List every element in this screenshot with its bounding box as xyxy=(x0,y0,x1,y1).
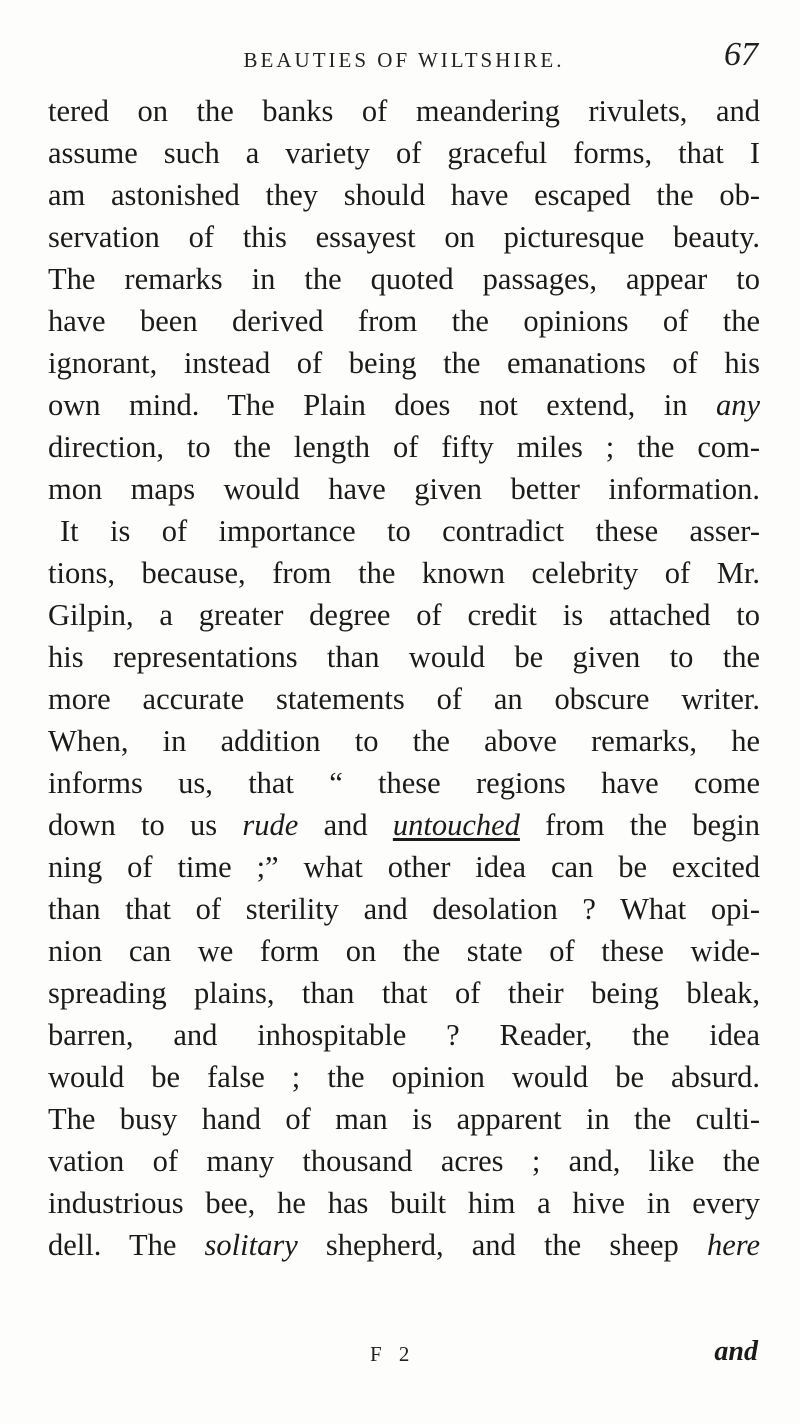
text-line-27: industrious bee, he has built him a hive in every xyxy=(48,1186,760,1220)
page-number: 67 xyxy=(724,36,758,73)
text-line-21: nion can we form on the state of these wide- xyxy=(48,934,760,968)
text-line-17: informs us, that “ these regions have come xyxy=(48,766,760,800)
text-line-23: barren, and inhospitable ? Reader, the idea xyxy=(48,1018,760,1052)
text-line-4: servation of this essayest on picturesque beauty. xyxy=(48,220,760,254)
text-line-11: It is of importance to contradict these asser- xyxy=(60,514,760,548)
italic-word: here xyxy=(706,1228,761,1262)
text-line-26: vation of many thousand acres ; and, like the xyxy=(48,1144,760,1178)
running-head xyxy=(48,36,760,84)
text-line-8: own mind. The Plain does not extend, in any xyxy=(48,388,760,422)
text-line-19: ning of time ;” what other idea can be excited xyxy=(48,850,760,884)
text-line-14: his representations than would be given to the xyxy=(48,640,760,674)
text-line-28: dell. The solitary shepherd, and the sheep here xyxy=(48,1228,761,1262)
text-line-20: than that of sterility and desolation ? What opi- xyxy=(48,892,760,926)
text-line-12: tions, because, from the known celebrity of Mr. xyxy=(48,556,760,590)
text-line-22: spreading plains, than that of their being bleak, xyxy=(48,976,760,1010)
italic-word: any xyxy=(715,388,760,422)
text-line-3: am astonished they should have escaped the ob- xyxy=(48,178,760,212)
text-line-16: When, in addition to the above remarks, he xyxy=(48,724,760,758)
text-line-5: The remarks in the quoted passages, appear to xyxy=(48,262,760,296)
running-title: BEAUTIES OF WILTSHIRE. xyxy=(243,48,565,72)
text-line-10: mon maps would have given better information. xyxy=(48,472,760,506)
text-line-18: down to us rude and untouched from the begin xyxy=(48,808,760,842)
catchword: and xyxy=(714,1336,758,1367)
text-line-9: direction, to the length of fifty miles ; the com- xyxy=(48,430,760,464)
text-line-13: Gilpin, a greater degree of credit is attached to xyxy=(48,598,760,632)
signature-mark: F 2 xyxy=(370,1342,416,1366)
body-text xyxy=(48,90,760,1266)
text-line-6: have been derived from the opinions of the xyxy=(48,304,760,338)
text-line-1: tered on the banks of meandering rivulets, and xyxy=(48,94,760,128)
text-line-24: would be false ; the opinion would be absurd. xyxy=(48,1060,760,1094)
text-line-2: assume such a variety of graceful forms, that I xyxy=(48,136,760,170)
page-footer xyxy=(48,1336,760,1384)
italic-word: rude xyxy=(242,808,299,842)
text-line-25: The busy hand of man is apparent in the culti- xyxy=(48,1102,760,1136)
text-line-7: ignorant, instead of being the emanations of his xyxy=(48,346,760,380)
italic-word: solitary xyxy=(204,1228,298,1262)
text-line-15: more accurate statements of an obscure writer. xyxy=(48,682,760,716)
italic-underlined-word: untouched xyxy=(392,808,520,842)
